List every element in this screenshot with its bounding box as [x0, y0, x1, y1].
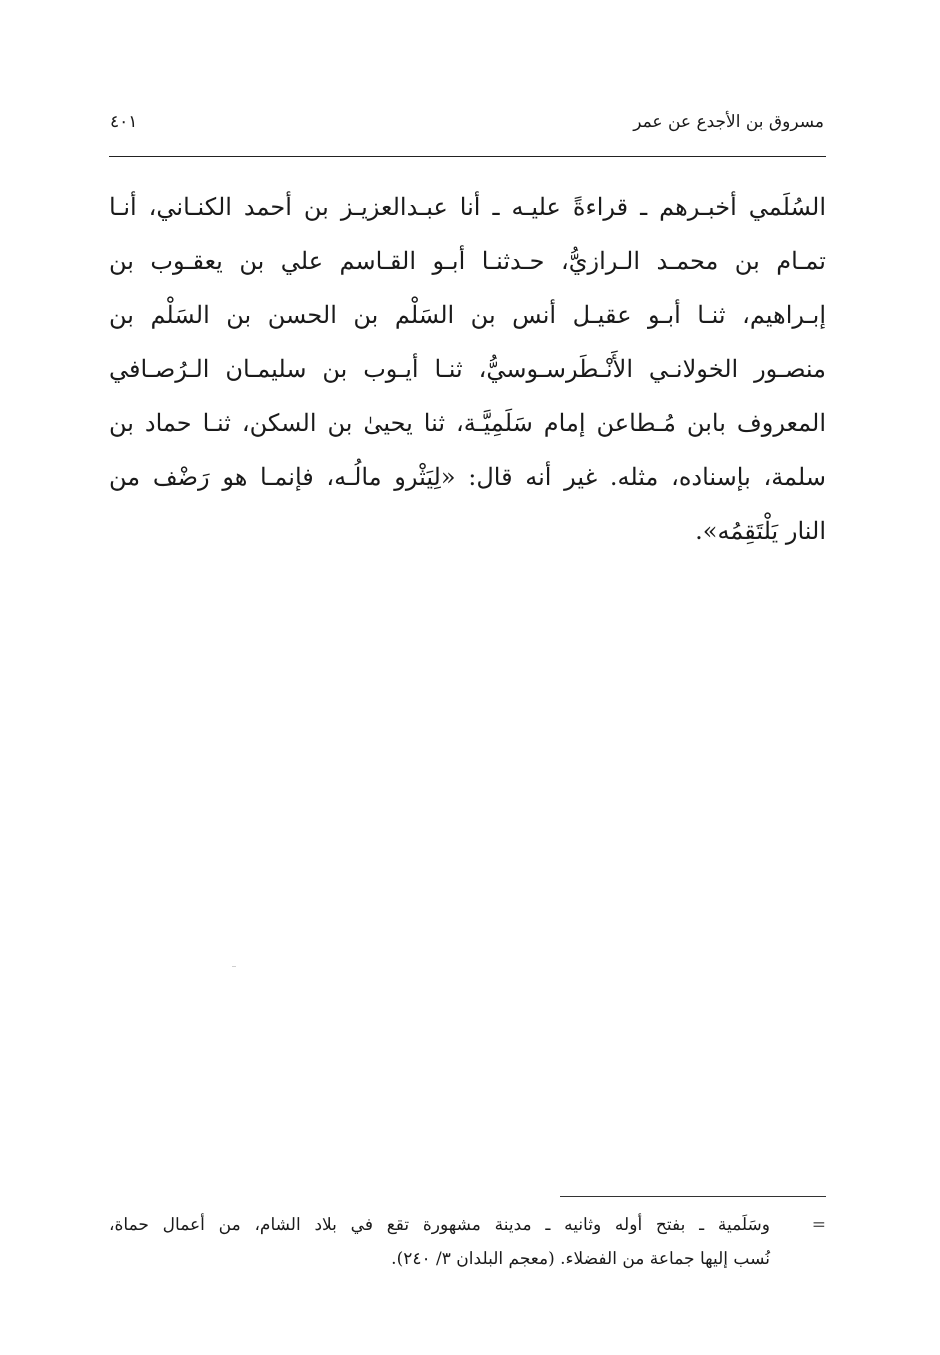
page-number: ٤٠١ [110, 112, 138, 132]
footnote-continuation-marker: = [811, 1215, 826, 1235]
text-line: سلمة، بإسناده، مثله. غير أنه قال: «لِيَثْرو مالُـه، فإنمـا هو رَضْف من [109, 463, 826, 491]
text-line: المعروف بابن مُـطاعن إمام سَلَمِيَّـة، ثنا يحيىٰ بن السكن، ثنـا حماد بن [109, 409, 826, 437]
text-line: منصـور الخولانـي الأَنْـطَرسـوسيُّ، ثنـا أيـوب بن سليمـان الـرُصـافي [109, 355, 826, 383]
running-header-title: مسروق بن الأجدع عن عمر [633, 112, 824, 132]
text-line: تمـام بن محمـد الـرازيُّ، حـدثنـا أبـو القـاسم علي بن يعقـوب بن [109, 247, 826, 275]
header-rule [109, 156, 826, 157]
footnote [109, 1208, 826, 1276]
text-line: النار يَلْتَقِمُه». [695, 517, 826, 545]
main-text [109, 180, 826, 558]
footnote-line: وسَلَمية ـ بفتح أوله وثانيه ـ مدينة مشهورة تقع في بلاد الشام، من أعمال حماة، [109, 1215, 770, 1235]
text-line: إبـراهيم، ثنـا أبـو عقيـل أنس بن السَلْم بن الحسن بن السَلْم بن [109, 301, 826, 329]
footnote-line: نُسب إليها جماعة من الفضلاء. (معجم البلدان ٣/ ٢٤٠). [391, 1249, 770, 1269]
scan-speck [232, 966, 236, 967]
text-line: السُلَمي أخبـرهم ـ قراءةً عليـه ـ أنا عبـدالعزيـز بن أحمد الكنـاني، أنـا [109, 193, 826, 221]
footnote-rule [560, 1196, 826, 1197]
